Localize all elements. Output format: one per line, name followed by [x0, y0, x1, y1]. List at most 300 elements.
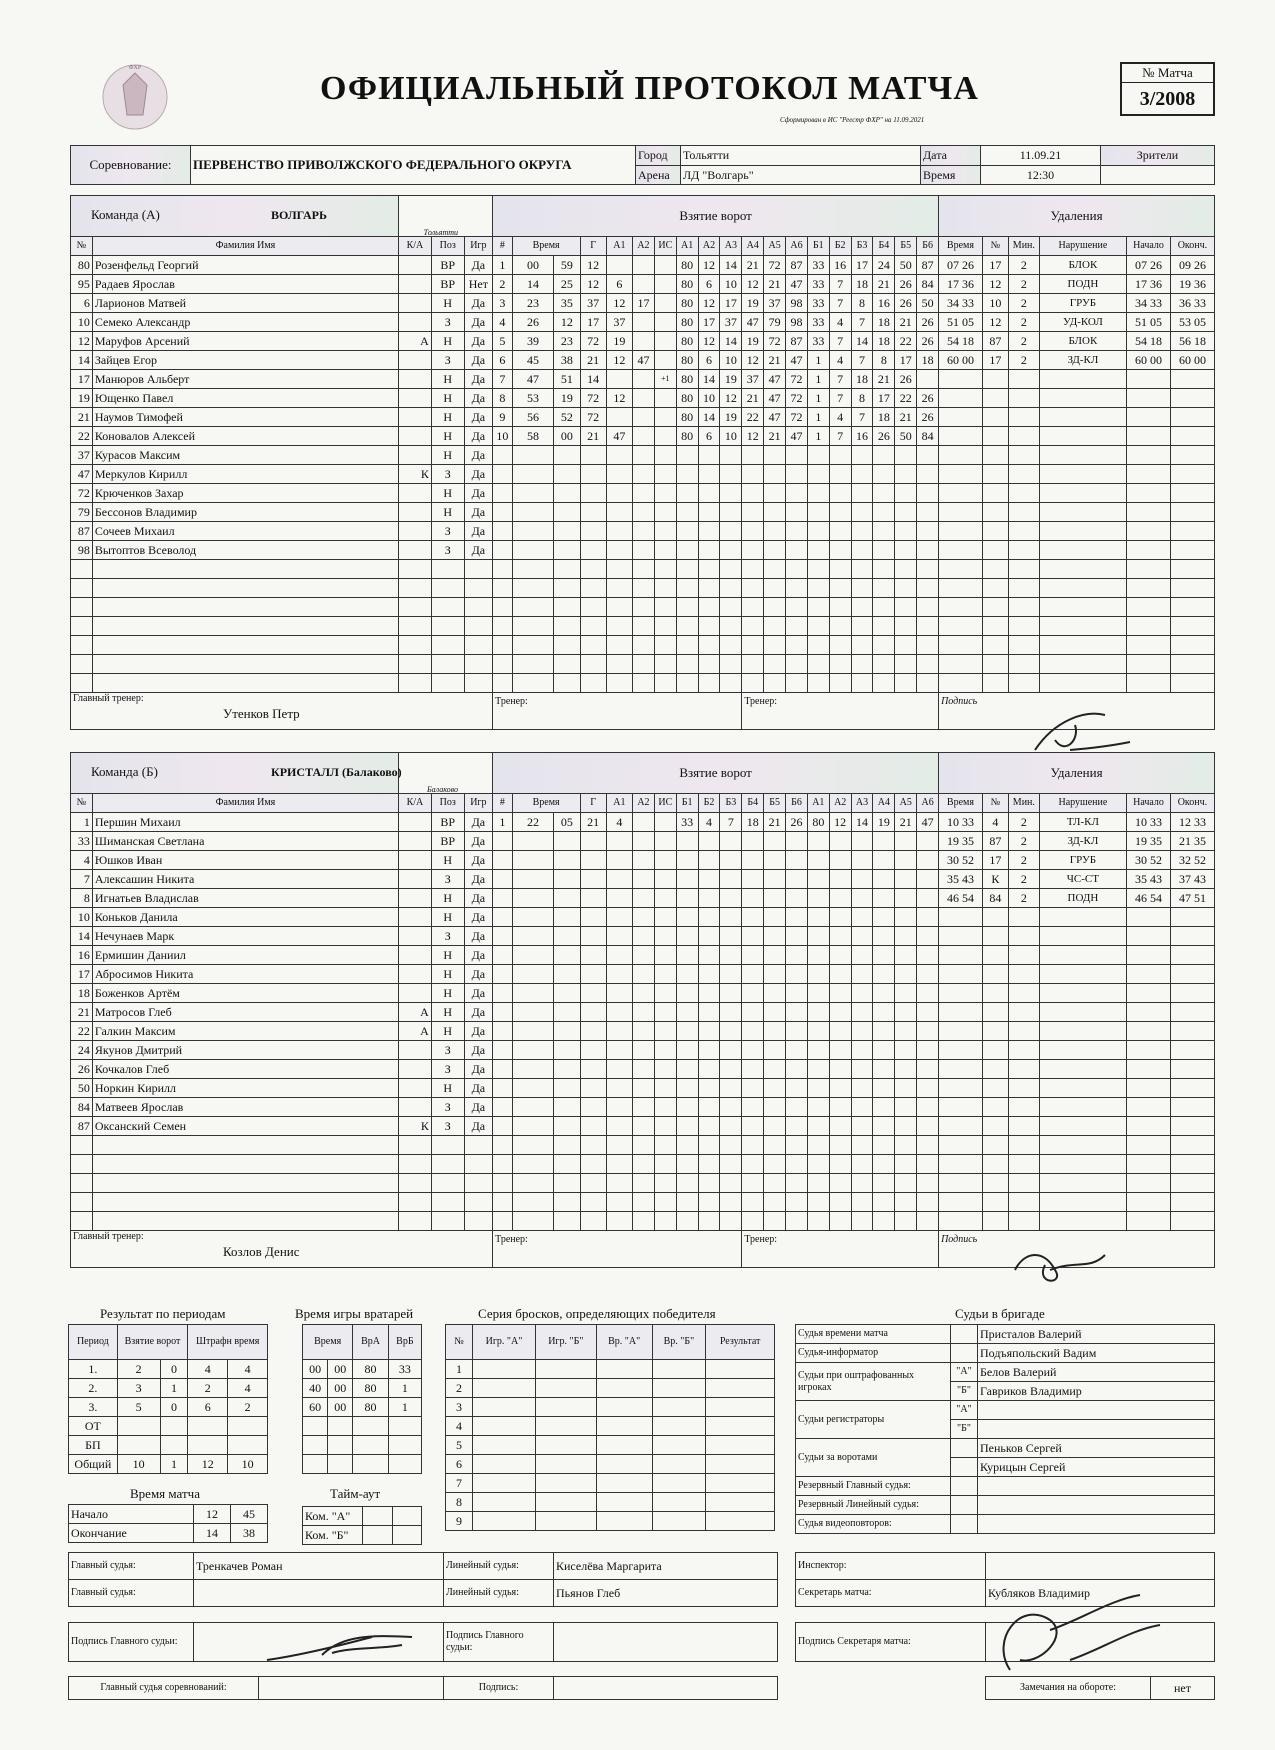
goal-on-ice: 33 — [676, 813, 698, 832]
goal-on-ice — [720, 927, 742, 946]
goal-on-ice: 21 — [895, 408, 917, 427]
player-played: Нет — [464, 275, 492, 294]
goal-on-ice — [851, 832, 873, 851]
goal-on-ice — [807, 484, 829, 503]
secretary-label: Секретарь матча: — [796, 1580, 986, 1607]
timeout-b-label: Ком. "Б" — [303, 1526, 363, 1545]
penalty-end — [1170, 256, 1214, 275]
goal-on-ice: 18 — [917, 351, 939, 370]
penalty-start — [1127, 1193, 1171, 1212]
player-played: Да — [464, 370, 492, 389]
goal-on-ice — [917, 617, 939, 636]
penalty-violation: ТЛ-КЛ — [1039, 813, 1126, 832]
player-captain — [399, 984, 432, 1003]
goal-on-ice — [851, 1079, 873, 1098]
period-gb: 1 — [160, 1379, 188, 1398]
goalie-b: 1 — [388, 1398, 421, 1417]
player-number — [71, 1174, 93, 1193]
spectators-label: Зрители — [1101, 146, 1215, 166]
goal-on-ice — [742, 674, 764, 693]
team_b-col-pen-1: № — [982, 794, 1008, 813]
goal-on-ice — [676, 946, 698, 965]
table-row — [446, 1436, 775, 1455]
goal-on-ice — [851, 484, 873, 503]
goal-scorer — [580, 1136, 606, 1155]
period-ga — [117, 1417, 160, 1436]
player-number: 19 — [71, 389, 93, 408]
penalty-violation — [1039, 446, 1126, 465]
goal-number — [493, 965, 513, 984]
goal-on-ice — [786, 1117, 808, 1136]
player-captain — [399, 313, 432, 332]
penalty-violation: УД-КОЛ — [1039, 313, 1126, 332]
goal-on-ice: 17 — [873, 389, 895, 408]
goal-on-ice: 19 — [873, 813, 895, 832]
penalty-minutes: 2 — [1009, 313, 1040, 332]
penalty-violation — [1039, 927, 1126, 946]
goal-on-ice — [786, 1060, 808, 1079]
sig-main-label: Подпись Главного судьи: — [69, 1623, 194, 1662]
penalty-minutes: 2 — [1009, 870, 1040, 889]
table-row — [796, 1496, 1215, 1515]
goal-on-ice — [720, 503, 742, 522]
goal-on-ice: 7 — [851, 313, 873, 332]
penalty-player — [982, 1022, 1008, 1041]
goal-on-ice — [917, 1174, 939, 1193]
penalty-end — [1170, 465, 1214, 484]
penalty-min: 30 — [946, 853, 959, 867]
player-captain — [399, 851, 432, 870]
goal-on-ice — [698, 1022, 720, 1041]
table-row — [71, 1117, 1215, 1136]
goal-assist-1 — [606, 965, 632, 984]
goal-on-ice: 18 — [851, 275, 873, 294]
penalty-min: 54 — [946, 334, 959, 348]
goal-number — [493, 946, 513, 965]
goal-on-ice — [698, 1060, 720, 1079]
goal-assist-2 — [633, 832, 655, 851]
period-ga: 5 — [117, 1398, 160, 1417]
goal-minute — [512, 1212, 554, 1231]
penalty-start — [1127, 522, 1171, 541]
goal-on-ice: 8 — [851, 294, 873, 313]
goal-scorer — [580, 579, 606, 598]
penalty-minutes — [1009, 908, 1040, 927]
penalty-start-sec: 00 — [1150, 353, 1162, 367]
period-pb: 4 — [228, 1360, 268, 1379]
goal-situation — [654, 965, 676, 984]
goal-on-ice — [873, 1079, 895, 1098]
goal-on-ice: 26 — [873, 427, 895, 446]
penalty-start — [1127, 1098, 1171, 1117]
team_a-col-pen-2: Мин. — [1009, 237, 1040, 256]
player-played — [464, 1174, 492, 1193]
goal-on-ice — [742, 1193, 764, 1212]
table-row — [69, 1417, 268, 1436]
goal-on-ice — [807, 927, 829, 946]
goal-on-ice — [807, 1117, 829, 1136]
goal-assist-1: 12 — [606, 389, 632, 408]
player-number: 12 — [71, 332, 93, 351]
penalty-end — [1170, 1193, 1214, 1212]
goal-number — [493, 465, 513, 484]
penalty-time — [939, 1155, 983, 1174]
goal-assist-2 — [633, 427, 655, 446]
penalty-violation — [1039, 1117, 1126, 1136]
penalty-player — [982, 370, 1008, 389]
player-captain — [399, 617, 432, 636]
penalty-end — [1170, 870, 1214, 889]
goal-situation — [654, 256, 676, 275]
player-name — [92, 1212, 398, 1231]
player-position — [431, 674, 464, 693]
player-played: Да — [464, 294, 492, 313]
goal-number — [493, 1193, 513, 1212]
penalty-violation — [1039, 1212, 1126, 1231]
team_b-name: КРИСТАЛЛ (Балаково) — [271, 765, 402, 779]
penalty-start — [1127, 313, 1171, 332]
goal-on-ice — [742, 908, 764, 927]
goal-assist-1 — [606, 889, 632, 908]
table-row — [71, 1041, 1215, 1060]
penalty-player — [982, 655, 1008, 674]
goal-number — [493, 617, 513, 636]
goal-assist-1: 12 — [606, 351, 632, 370]
player-number: 33 — [71, 832, 93, 851]
goal-situation — [654, 275, 676, 294]
goal-on-ice: 80 — [676, 256, 698, 275]
goal-assist-2 — [633, 946, 655, 965]
goal-on-ice: 12 — [742, 351, 764, 370]
goal-on-ice — [698, 484, 720, 503]
penalty-start — [1127, 1117, 1171, 1136]
goal-on-ice — [895, 889, 917, 908]
player-number: 22 — [71, 1022, 93, 1041]
goal-on-ice — [786, 484, 808, 503]
player-captain — [399, 1060, 432, 1079]
team_b-label-cell — [71, 753, 459, 794]
team_b-col-pm-0: Б1 — [676, 794, 698, 813]
penalty-end-min: 21 — [1178, 834, 1191, 848]
goal-on-ice: 14 — [851, 813, 873, 832]
penalty-start-sec: 52 — [1150, 853, 1162, 867]
goal-situation — [654, 465, 676, 484]
goal-on-ice — [807, 465, 829, 484]
penalty-start — [1127, 256, 1171, 275]
goalie-s: 00 — [328, 1379, 353, 1398]
goal-on-ice: 87 — [786, 256, 808, 275]
penalty-start-min: 30 — [1135, 853, 1147, 867]
goal-on-ice — [742, 503, 764, 522]
goal-on-ice — [764, 617, 786, 636]
penalty-start — [1127, 832, 1171, 851]
goal-on-ice: 80 — [676, 332, 698, 351]
player-played — [464, 1136, 492, 1155]
player-captain — [399, 870, 432, 889]
penalty-violation — [1039, 484, 1126, 503]
goal-on-ice: 14 — [698, 408, 720, 427]
penalty-minutes — [1009, 1060, 1040, 1079]
penalty-end-min: 37 — [1178, 872, 1191, 886]
secretary: Кубляков Владимир — [986, 1580, 1215, 1607]
goal-assist-2 — [633, 370, 655, 389]
team_b-col-goal-3: А1 — [606, 794, 632, 813]
goal-assist-2 — [633, 1155, 655, 1174]
goal-on-ice: 26 — [895, 370, 917, 389]
player-name: Курасов Максим — [92, 446, 398, 465]
goal-on-ice — [807, 655, 829, 674]
player-captain — [399, 427, 432, 446]
penalty-end-min: 60 — [1178, 353, 1191, 367]
goal-on-ice — [698, 655, 720, 674]
goal-on-ice — [895, 1136, 917, 1155]
penalty-minutes — [1009, 408, 1040, 427]
penalty-player — [982, 636, 1008, 655]
official-role: Судьи регистраторы — [796, 1401, 951, 1439]
team_a-col-pm-5: А6 — [786, 237, 808, 256]
goal-situation — [654, 908, 676, 927]
penalty-end-sec: 36 — [1193, 277, 1206, 291]
player-captain — [399, 636, 432, 655]
goal-second: 51 — [554, 370, 580, 389]
goal-on-ice — [807, 1041, 829, 1060]
goal-on-ice — [698, 1079, 720, 1098]
penalty-end — [1170, 370, 1214, 389]
match-end-label: Окончание — [69, 1524, 194, 1543]
goal-number — [493, 1079, 513, 1098]
goal-on-ice — [698, 889, 720, 908]
goal-on-ice — [807, 1212, 829, 1231]
goal-on-ice — [698, 1212, 720, 1231]
goal-assist-2: 47 — [633, 351, 655, 370]
player-captain — [399, 351, 432, 370]
goal-situation — [654, 1117, 676, 1136]
goal-on-ice — [873, 832, 895, 851]
penalty-end — [1170, 294, 1214, 313]
goal-on-ice — [676, 870, 698, 889]
goal-on-ice — [895, 1003, 917, 1022]
goal-on-ice — [851, 674, 873, 693]
penalty-sec: 35 — [961, 834, 974, 848]
goal-on-ice — [720, 1155, 742, 1174]
penalty-time — [939, 503, 983, 522]
player-captain — [399, 256, 432, 275]
player-number: 4 — [71, 851, 93, 870]
goal-number: 7 — [493, 370, 513, 389]
player-name: Шиманская Светлана — [92, 832, 398, 851]
goal-situation — [654, 484, 676, 503]
goal-on-ice — [698, 1155, 720, 1174]
player-name: Меркулов Кирилл — [92, 465, 398, 484]
goal-on-ice — [917, 370, 939, 389]
player-position: З — [431, 1117, 464, 1136]
penalty-violation — [1039, 984, 1126, 1003]
goal-on-ice — [873, 1041, 895, 1060]
goal-second: 59 — [554, 256, 580, 275]
goal-on-ice — [829, 1098, 851, 1117]
goal-on-ice — [917, 484, 939, 503]
goal-assist-2 — [633, 465, 655, 484]
goal-on-ice — [873, 1117, 895, 1136]
penalty-start-sec: 36 — [1150, 277, 1162, 291]
goal-on-ice — [786, 617, 808, 636]
goal-on-ice — [829, 465, 851, 484]
penalty-start — [1127, 541, 1171, 560]
goal-on-ice — [895, 1022, 917, 1041]
penalty-player — [982, 1212, 1008, 1231]
player-captain: К — [399, 465, 432, 484]
goal-on-ice — [829, 1041, 851, 1060]
goal-on-ice: 72 — [786, 389, 808, 408]
penalty-time — [939, 813, 983, 832]
goal-on-ice — [786, 636, 808, 655]
goal-scorer: 72 — [580, 332, 606, 351]
penalty-player — [982, 1079, 1008, 1098]
player-played — [464, 674, 492, 693]
penalty-violation — [1039, 522, 1126, 541]
shootout-no: 7 — [446, 1474, 473, 1493]
goal-situation — [654, 351, 676, 370]
goal-on-ice — [698, 927, 720, 946]
player-position: Н — [431, 946, 464, 965]
penalty-end — [1170, 1117, 1214, 1136]
penalty-end — [1170, 1079, 1214, 1098]
penalty-sec: 36 — [961, 277, 974, 291]
penalty-minutes: 2 — [1009, 275, 1040, 294]
player-number — [71, 1136, 93, 1155]
player-captain: К — [399, 1117, 432, 1136]
match-start-label: Начало — [69, 1505, 194, 1524]
goal-on-ice — [873, 674, 895, 693]
table-row — [71, 522, 1215, 541]
goal-on-ice — [917, 889, 939, 908]
player-position — [431, 598, 464, 617]
penalty-min: 51 — [946, 315, 959, 329]
goal-on-ice — [786, 1003, 808, 1022]
penalty-start — [1127, 1022, 1171, 1041]
goal-assist-2 — [633, 870, 655, 889]
goal-on-ice: 17 — [851, 256, 873, 275]
goal-on-ice — [786, 560, 808, 579]
goal-on-ice: 7 — [829, 332, 851, 351]
player-position — [431, 560, 464, 579]
period-pb — [228, 1436, 268, 1455]
penalty-end — [1170, 313, 1214, 332]
player-number: 50 — [71, 1079, 93, 1098]
goal-number: 6 — [493, 351, 513, 370]
penalty-violation — [1039, 1003, 1126, 1022]
goal-on-ice: 8 — [873, 351, 895, 370]
goal-on-ice: 12 — [698, 256, 720, 275]
goal-on-ice — [807, 446, 829, 465]
penalty-start-sec: 26 — [1150, 258, 1162, 272]
goalie-a: 80 — [353, 1398, 388, 1417]
penalty-time — [939, 946, 983, 965]
goal-on-ice — [720, 617, 742, 636]
goal-on-ice: 12 — [698, 332, 720, 351]
player-name: Першин Михаил — [92, 813, 398, 832]
goal-on-ice — [807, 598, 829, 617]
team_a-col-pm-7: Б2 — [829, 237, 851, 256]
player-position: З — [431, 927, 464, 946]
period-pa: 12 — [188, 1455, 228, 1474]
shootout-no: 8 — [446, 1493, 473, 1512]
goal-number — [493, 1098, 513, 1117]
goal-on-ice — [807, 579, 829, 598]
goal-situation — [654, 870, 676, 889]
player-name: Маруфов Арсений — [92, 332, 398, 351]
goal-number: 2 — [493, 275, 513, 294]
goal-number: 8 — [493, 389, 513, 408]
penalty-player — [982, 1117, 1008, 1136]
goal-assist-2 — [633, 1117, 655, 1136]
goal-on-ice: 18 — [873, 313, 895, 332]
team_a-col-pen-4: Начало — [1127, 237, 1171, 256]
player-captain — [399, 522, 432, 541]
goal-on-ice — [742, 927, 764, 946]
period-gb — [160, 1417, 188, 1436]
penalty-time — [939, 655, 983, 674]
periods-h-pen: Штрафн время — [188, 1325, 268, 1360]
player-name: Оксанский Семен — [92, 1117, 398, 1136]
penalty-min: 07 — [946, 258, 959, 272]
goal-on-ice — [917, 1041, 939, 1060]
goal-number — [493, 927, 513, 946]
penalty-minutes — [1009, 560, 1040, 579]
penalty-minutes: 2 — [1009, 256, 1040, 275]
player-played: Да — [464, 1060, 492, 1079]
table-row — [71, 908, 1215, 927]
player-position — [431, 579, 464, 598]
penalty-min: 35 — [946, 872, 959, 886]
goal-scorer: 72 — [580, 389, 606, 408]
goal-assist-2 — [633, 1060, 655, 1079]
goal-assist-1: 6 — [606, 275, 632, 294]
goalie-s: 00 — [328, 1398, 353, 1417]
penalty-minutes — [1009, 1003, 1040, 1022]
goal-situation — [654, 294, 676, 313]
goal-on-ice — [676, 655, 698, 674]
goal-on-ice — [917, 1136, 939, 1155]
player-number: 14 — [71, 351, 93, 370]
penalty-start — [1127, 870, 1171, 889]
goal-on-ice — [742, 1060, 764, 1079]
player-number: 84 — [71, 1098, 93, 1117]
goal-number: 9 — [493, 408, 513, 427]
goal-assist-2 — [633, 256, 655, 275]
goal-on-ice — [873, 655, 895, 674]
goal-on-ice — [829, 560, 851, 579]
match-time-table — [68, 1504, 268, 1543]
goal-second: 19 — [554, 389, 580, 408]
goal-on-ice — [851, 908, 873, 927]
player-captain — [399, 1041, 432, 1060]
goal-on-ice — [676, 1155, 698, 1174]
player-played: Да — [464, 1098, 492, 1117]
goal-minute — [512, 522, 554, 541]
goal-on-ice — [676, 1098, 698, 1117]
period-pb: 4 — [228, 1379, 268, 1398]
goal-on-ice: 7 — [851, 408, 873, 427]
table-row — [71, 1022, 1215, 1041]
official-role: Судья времени матча — [796, 1325, 951, 1344]
goal-on-ice — [764, 560, 786, 579]
goal-minute — [512, 1003, 554, 1022]
goal-on-ice — [698, 1174, 720, 1193]
player-name: Коновалов Алексей — [92, 427, 398, 446]
table-row — [71, 984, 1215, 1003]
goal-assist-1 — [606, 851, 632, 870]
